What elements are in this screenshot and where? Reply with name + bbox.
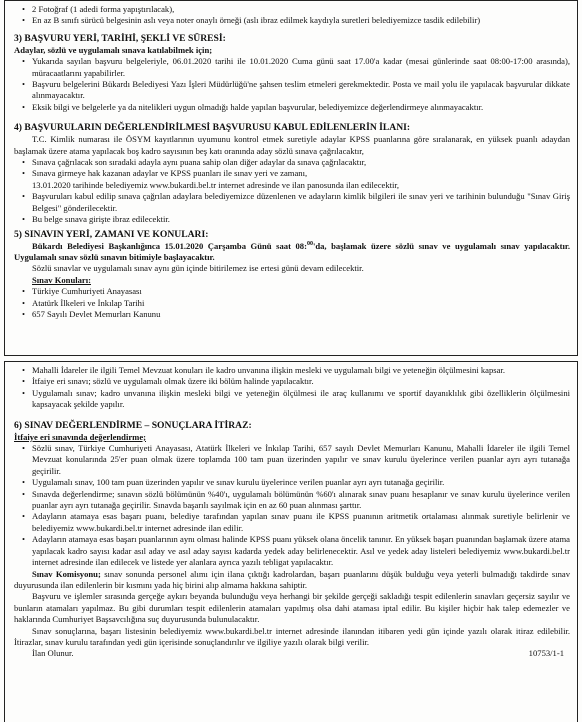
list-item: • Adayların atamaya esas başarı puanlarının aynı olması halinde KPSS puanı yüksek olana öncelik tanınır. En yüksek başarı puanından başlamak üzere atama yapılacak kadro sayısı kadar asıl aday ve asıl aday sayısı kadarda yedek aday belirlenecektir. Asıl ve yedek aday listeleri belediyemiz www.bukardi.bel.tr internet adresinde ilan edilecek ve listede yer alanlara ayrıca yazılı tebligat yapılacaktır. (22, 534, 570, 568)
list-item-text: 657 Sayılı Devlet Memurları Kanunu (32, 308, 161, 319)
list-item-text: 2 Fotoğraf (1 adedi forma yapıştırılacak), (32, 4, 175, 14)
reference-number: 10753/1-1 (528, 648, 564, 659)
section-6-subheading: İtfaiye eri sınavında değerlendirme; (14, 431, 146, 442)
paragraph: 13.01.2020 tarihinde belediyemiz www.bukardi.bel.tr internet adresinde ve ilan panosunda ilan edilecektir, (32, 179, 400, 190)
list-item-text: Sınava çağrılacak son sıradaki adayla aynı puana sahip olan diğer adaylar da sınava çağrılacaktır, (32, 157, 367, 168)
list-item: • Sınava çağrılacak son sıradaki adayla aynı puana sahip olan diğer adaylar da sınava çağrılacaktır, (22, 157, 367, 168)
list-item-text: Atatürk İlkeleri ve İnkılap Tarihi (32, 297, 145, 308)
paragraph: Sınav sonuçlarına, başarı listesinin belediyemiz www.bukardi.bel.tr internet adresinde ilanından itibaren yedi gün içinde yazılı olarak itiraz edilebilir. İtirazlar, sınav kurulu tarafından yedi gün içerisinde sonuçlandırılır ve ilgiliye yazılı olarak bilgi verilir. (14, 625, 570, 647)
list-item: • Adayların atamaya esas başarı puanı, belediye tarafından yapılan sınav puanı ile KPSS puanının aritmetik ortalaması alınmak suretiyle belirlenir ve belediyemiz www.bukardi.bel.tr internet adresinde ilan edilir. (22, 511, 570, 533)
list-item: • 2 Fotoğraf (1 adedi forma yapıştırılacak), (22, 4, 175, 14)
list-item-text: Başvuruları kabul edilip sınava çağrılan adaylara belediyemizce düzenlenen ve adayların kimlik bilgileri ile sınav yeri ve tarihinin bulunduğu "Sınav Giriş Belgesi" gönderilecektir. (32, 191, 570, 213)
list-item: • Eksik bilgi ve belgelerle ya da nitelikleri uygun olmadığı halde yapılan başvurular, belediyemizce değerlendirmeye alınmayacaktır. (22, 101, 484, 112)
section-6-heading: 6) SINAV DEĞERLENDİRME – SONUÇLARA İTİRAZ: (14, 419, 252, 431)
list-item-text: En az B sınıfı sürücü belgesinin aslı veya noter onaylı örneği (aslı ibraz edilmek kaydıyla suretleri belediyemizce tasdik edilebilir) (32, 15, 481, 26)
paragraph: Başvuru ve işlemler sırasında gerçeğe aykırı beyanda bulunduğu veya herhangi bir şekilde gerçeği sakladığı tespit edilenlerin sınavları geçersiz sayılır ve bunların atamaları yapılmaz. Bu gibi durumları tespit edilenlerin atamaları yapılmış olsa dahi ataması iptal edilir. Bu kişiler hiçbir hak talep edemezler ve haklarında Cumhuriyet Başsavcılığına suç duyurusunda bulunulacaktır. (14, 591, 570, 625)
list-item-text: Sınava girmeye hak kazanan adaylar ve KPSS puanları ile sınav yeri ve zamanı, (32, 168, 308, 179)
upper-column-box (4, 0, 578, 356)
paragraph: Sözlü sınavlar ve uygulamalı sınav aynı gün içinde bitirilemez ise ertesi günü devam edilecektir. (32, 263, 364, 274)
list-item-text: Eksik bilgi ve belgelerle ya da nitelikleri uygun olmadığı halde yapılan başvurular, belediyemizce değerlendirmeye alınmayacaktır. (32, 101, 484, 112)
section-5-heading: 5) SINAVIN YERİ, ZAMANI VE KONULARI: (14, 228, 209, 240)
list-item: • En az B sınıfı sürücü belgesinin aslı veya noter onaylı örneği (aslı ibraz edilmek kaydıyla suretleri belediyemizce tasdik edilebilir) (22, 15, 481, 26)
list-item-text: İtfaiye eri sınavı; sözlü ve uygulamalı olmak üzere iki bölüm halinde yapılacaktır. (32, 376, 314, 387)
list-item: • 657 Sayılı Devlet Memurları Kanunu (22, 308, 161, 319)
section-3-heading: 3) BAŞVURU YERİ, TARİHİ, ŞEKLİ VE SÜRESİ: (14, 32, 226, 44)
list-item-text: Bu belge sınava girişte ibraz edilecektir. (32, 214, 170, 225)
list-item-text: Yukarıda sayılan başvuru belgeleriyle, 06.01.2020 tarihi ile 10.01.2020 Cuma günü saat 17.00'a kadar (mesai günlerinde saat 08:00-17:00 arasında), müracaatlarını yapabilirler. (32, 56, 570, 78)
list-item: • Sınava girmeye hak kazanan adaylar ve KPSS puanları ile sınav yeri ve zamanı, (22, 168, 308, 179)
section-4-heading: 4) BAŞVURULARIN DEĞERLENDİRİLMESİ BAŞVURUSU KABUL EDİLENLERİN İLANI: (14, 122, 411, 134)
lower-column-box (4, 361, 578, 722)
section-3-subheading: Adaylar, sözlü ve uygulamalı sınava katılabilmek için; (14, 44, 213, 55)
commission-paragraph: Sınav Komisyonu; sınav sonunda personel alımı için ilana çıktığı kadrolardan, başarı puanlarını düşük bulduğu veya yeterli bulmadığı takdirde sınav duyurusunda ilan edilenlerin bir kısmını yada hiç birini alıp almama hakkına sahiptir. (14, 568, 570, 590)
closing-line (14, 648, 570, 660)
list-item: • Uygulamalı sınav, 100 tam puan üzerinden yapılır ve sınav kurulu üyelerince verilen puanlar ayrı ayrı tutanağa geçirilir. (22, 477, 445, 488)
list-item-text: Mahalli İdareler ile ilgili Temel Mevzuat konuları ile kadro unvanına ilişkin mesleki ve uygulamalı bilgi ve yeteneğin ölçülmesini kapsar. (32, 365, 505, 375)
list-item-text: Adayların atamaya esas başarı puanı, belediye tarafından yapılan sınav puanı ile KPSS puanının aritmetik ortalaması alınmak suretiyle belirlenir ve belediyemiz www.bukardi.bel.tr internet adresinde ilan edilir. (32, 511, 570, 533)
paragraph: T.C. Kimlik numarası ile ÖSYM kayıtlarının uyumunu kontrol etmek suretiyle adaylar KPSS puanlarına göre sıralanarak, en yüksek puanlı adaydan başlamak üzere atama yapılacak boş kadro sayısının beş katı oranında aday sözlü sınava çağrılacaktır, (14, 134, 570, 156)
list-item: • Sınavda değerlendirme; sınavın sözlü bölümünün %40'ı, uygulamalı bölümünün %60'ı alınarak sınav puanı hesaplanır ve sınav kurulu üyelerince verilen puanlar ayrı ayrı tutanağa geçirilir. Sınavda başarılı sayılmak için en az 60 puan alınması şarttır. (22, 488, 570, 511)
list-item-text: Türkiye Cumhuriyeti Anayasası (32, 286, 142, 297)
list-item: • Atatürk İlkeleri ve İnkılap Tarihi (22, 297, 145, 308)
list-item: • Bu belge sınava girişte ibraz edilecektir. (22, 214, 170, 225)
list-item-text: Uygulamalı sınav, 100 tam puan üzerinden yapılır ve sınav kurulu üyelerince verilen puanlar ayrı ayrı tutanağa geçirilir. (32, 477, 445, 488)
list-item: • Uygulamalı sınav; kadro unvanına ilişkin mesleki bilgi ve yeteneğin ölçülmesi ile araç kullanımı ve sportif dayanıklılık gibi özelliklerin ölçülmesini kapsayacak şekilde yapılır. (22, 387, 570, 410)
exam-topics-label: Sınav Konuları: (32, 274, 91, 285)
list-item: • İtfaiye eri sınavı; sözlü ve uygulamalı olmak üzere iki bölüm halinde yapılacaktır. (22, 376, 314, 387)
list-item: • Başvuru belgelerini Bükardı Belediyesi Yazı İşleri Müdürlüğü'ne şahsen teslim etmeleri gerekmektedir. Posta ve mail yolu ile yapılacak başvurular dikkate alınmayacaktır. (22, 79, 570, 101)
list-item-text: Sözlü sınav, Türkiye Cumhuriyeti Anayasası, Atatürk İlkeleri ve İnkılap Tarihi, 657 sayılı Devlet Memurları Kanunu, Mahalli İdareler ile ilgili Temel Mevzuat konularında 25'er puan olmak üzere toplamda 100 tam puan üzerinden yapılır ve sınav kurulu üyelerince verilen puanlar ayrı ayrı tutanağa geçirilir. (32, 443, 570, 476)
exam-date-paragraph: Bükardı Belediyesi Başkanlığınca 15.01.2020 Çarşamba Günü saat 08:$^{00}$'da, başlamak üzere sözlü sınav ve uygulamalı sınav yapılacaktır. Uygulamalı sınav sözlü sınavın bitimiyle başlayacaktır. (14, 240, 571, 262)
list-item-text: Sınavda değerlendirme; sınavın sözlü bölümünün %40'ı, uygulamalı bölümünün %60'ı alınarak sınav puanı hesaplanır ve sınav kurulu üyelerince verilen puanlar ayrı ayrı tutanağa geçirilir. Sınavda başarılı sayılmak için en az 60 puan alınması şarttır. (32, 488, 570, 511)
list-item: • Sözlü sınav, Türkiye Cumhuriyeti Anayasası, Atatürk İlkeleri ve İnkılap Tarihi, 657 sayılı Devlet Memurları Kanunu, Mahalli İdareler ile ilgili Temel Mevzuat konularında 25'er puan olmak üzere toplamda 100 tam puan üzerinden yapılır ve sınav kurulu üyelerince verilen puanlar ayrı ayrı tutanağa geçirilir. (22, 443, 570, 476)
list-item: • Yukarıda sayılan başvuru belgeleriyle, 06.01.2020 tarihi ile 10.01.2020 Cuma günü saat 17.00'a kadar (mesai günlerinde saat 08:00-17:00 arasında), müracaatlarını yapabilirler. (22, 56, 570, 78)
list-item-text: Uygulamalı sınav; kadro unvanına ilişkin mesleki bilgi ve yeteneğin ölçülmesi ile araç kullanımı ve sportif dayanıklılık gibi özelliklerin ölçülmesini kapsayacak şekilde yapılır. (32, 387, 570, 410)
closing-text: İlan Olunur. (32, 648, 74, 659)
list-item-text: Başvuru belgelerini Bükardı Belediyesi Yazı İşleri Müdürlüğü'ne şahsen teslim etmeleri gerekmektedir. Posta ve mail yolu ile yapılacak başvurular dikkate alınmayacaktır. (32, 79, 570, 101)
list-item-text: Adayların atamaya esas başarı puanlarının aynı olması halinde KPSS puanı yüksek olana öncelik tanınır. En yüksek başarı puanından başlamak üzere atama yapılacak kadro sayısı kadar asıl aday ve asıl aday sayısı kadarda yedek aday belirlenecektir. Asıl ve yedek aday listeleri belediyemiz www.bukardi.bel.tr internet adresinde ilan edilecek ve listede yer alanlara ayrıca yazılı tebligat yapılacaktır. (32, 534, 570, 568)
list-item: • Başvuruları kabul edilip sınava çağrılan adaylara belediyemizce düzenlenen ve adayların kimlik bilgileri ile sınav yeri ve tarihinin bulunduğu "Sınav Giriş Belgesi" gönderilecektir. (22, 191, 570, 213)
list-item: • Türkiye Cumhuriyeti Anayasası (22, 286, 142, 297)
list-item: • Mahalli İdareler ile ilgili Temel Mevzuat konuları ile kadro unvanına ilişkin mesleki ve uygulamalı bilgi ve yeteneğin ölçülmesini kapsar. (22, 365, 505, 375)
